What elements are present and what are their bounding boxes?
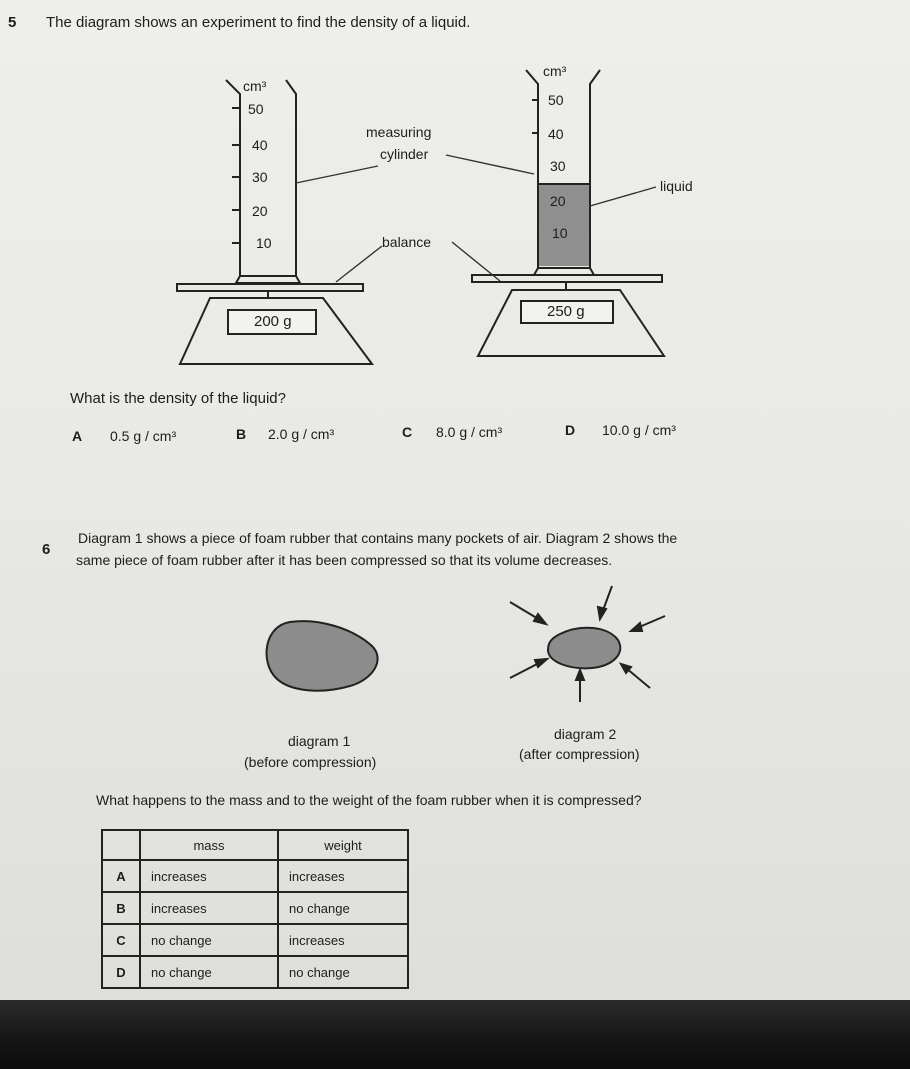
table-header-row <box>102 830 408 860</box>
table-row[interactable] <box>102 924 408 956</box>
question-6-text-line-2: same piece of foam rubber after it has been compressed so that its volume decreases. <box>76 552 613 568</box>
table-header-blank <box>102 830 140 860</box>
left-cylinder-unit: cm³ <box>243 78 267 94</box>
option-a-letter: A <box>72 428 83 444</box>
question-5-text: The diagram shows an experiment to find the density of a liquid. <box>46 14 471 31</box>
left-scale-30: 30 <box>252 169 268 185</box>
row-c-letter: C <box>102 924 140 956</box>
label-leader-lines <box>296 155 656 282</box>
row-c-mass: no change <box>140 924 278 956</box>
option-b-value[interactable]: 2.0 g / cm³ <box>268 426 335 442</box>
option-c-letter: C <box>402 424 413 440</box>
left-scale-20: 20 <box>252 203 268 219</box>
dark-bottom-edge <box>0 1000 910 1069</box>
row-b-letter: B <box>102 892 140 924</box>
option-b-letter: B <box>236 426 247 442</box>
row-d-weight: no change <box>278 956 408 988</box>
row-d-letter: D <box>102 956 140 988</box>
right-scale-20: 20 <box>550 193 566 209</box>
foam-before-compression <box>267 621 378 691</box>
option-d-value[interactable]: 10.0 g / cm³ <box>602 422 676 438</box>
row-b-mass: increases <box>140 892 278 924</box>
option-d-letter: D <box>565 422 576 438</box>
diagram-1-title: diagram 1 <box>288 733 351 749</box>
row-a-letter: A <box>102 860 140 892</box>
table-header-mass: mass <box>140 830 278 860</box>
table-row[interactable] <box>102 956 408 988</box>
left-balance-reading: 200 g <box>254 313 292 330</box>
left-scale-40: 40 <box>252 137 268 153</box>
question-6-text-line-1: Diagram 1 shows a piece of foam rubber that contains many pockets of air. Diagram 2 shows the <box>78 530 678 546</box>
table-header-weight: weight <box>278 830 408 860</box>
right-scale-10: 10 <box>552 225 568 241</box>
option-c-value[interactable]: 8.0 g / cm³ <box>436 424 503 440</box>
left-scale-10: 10 <box>256 235 272 251</box>
question-6-number: 6 <box>42 541 51 558</box>
row-b-weight: no change <box>278 892 408 924</box>
diagram-2-title: diagram 2 <box>554 726 617 742</box>
right-cylinder-unit: cm³ <box>543 63 567 79</box>
question-5-prompt: What is the density of the liquid? <box>70 390 286 407</box>
table-row[interactable] <box>102 892 408 924</box>
question-5-number: 5 <box>8 14 17 31</box>
measuring-label: measuring <box>366 124 432 140</box>
cylinder-label: cylinder <box>380 146 429 162</box>
mass-weight-options-table <box>101 829 409 989</box>
table-row[interactable] <box>102 860 408 892</box>
liquid-label: liquid <box>660 178 693 194</box>
option-a-value[interactable]: 0.5 g / cm³ <box>110 428 177 444</box>
left-scale-50: 50 <box>248 101 264 117</box>
balance-label: balance <box>382 234 432 250</box>
right-scale-50: 50 <box>548 92 564 108</box>
row-a-weight: increases <box>278 860 408 892</box>
diagram-2-caption: (after compression) <box>519 746 640 762</box>
right-scale-30: 30 <box>550 158 566 174</box>
row-d-mass: no change <box>140 956 278 988</box>
right-balance-reading: 250 g <box>547 303 585 320</box>
diagram-1-caption: (before compression) <box>244 754 377 770</box>
row-c-weight: increases <box>278 924 408 956</box>
question-6-prompt: What happens to the mass and to the weight of the foam rubber when it is compressed? <box>96 792 642 808</box>
row-a-mass: increases <box>140 860 278 892</box>
foam-after-compression <box>548 628 620 669</box>
right-scale-40: 40 <box>548 126 564 142</box>
